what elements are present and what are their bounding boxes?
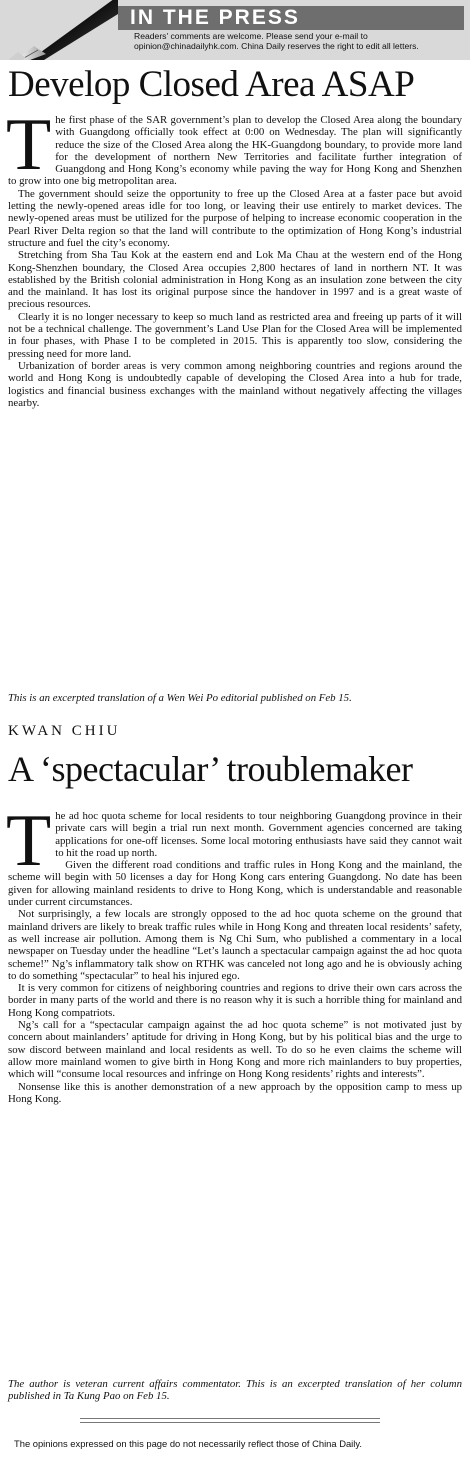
article1-paragraph: Stretching from Sha Tau Kok at the eastern end and Lok Ma Chau at the western end of the Hong Kong-Shenzhen boundary, the Closed Area occupies 2,800 hectares of land in northern NT. It was established by the British colonial administration in Hong Kong as an insulation zone between the city and the mainland. It has lost its original purpose since the handover in 1997 and is a great waste of precious resources. [8, 249, 462, 311]
article1-paragraph: The government should seize the opportunity to free up the Closed Area at a faster pace but avoid letting the newly-opened areas idle for too long, or leaving their use entirely to market devices. The newly-opened areas must be utilized for the purpose of helping to increase economic cooperation in the Pearl River Delta region so that the land will contribute to the optimization of Hong Kong’s industrial structure and fuel the city’s economy. [8, 187, 462, 249]
article1-paragraph: The first phase of the SAR government’s plan to develop the Closed Area along the boundary with Guangdong officially took effect at 0:00 on Wednesday. The plan will significantly reduce the size of the Closed Area along the HK-Guangdong boundary, to provide more land for the development of northern New Territories and facilitate further integration of Guangdong and Hong Kong’s economy while paving the way for Hong Kong and Shenzhen to grow into one big metropolitan area. [6, 104, 462, 188]
article2-credit: The author is veteran current affairs commentator. This is an excerpted translation of her column published in Ta Kung Pao on Feb 15. [8, 1378, 462, 1403]
article2-headline: A ‘spectacular’ troublemaker [8, 749, 413, 789]
article1-paragraph: Urbanization of border areas is very common among neighboring countries and regions around the world and Hong Kong is undoubtedly capable of developing the Closed Area into a hub for trade, logistics and financial business exchanges with the mainland without negatively affecting the villages nearby. [8, 359, 462, 409]
in-the-press-banner [0, 0, 470, 60]
reader-notice: Readers' comments are welcome. Please send your e-mail to opinion@chinadailyhk.com. China Daily reserves the right to edit all letters. [134, 31, 419, 51]
article1-headline: Develop Closed Area ASAP [8, 64, 415, 105]
footer-rule-bottom [80, 1422, 380, 1423]
article2-paragraph: Nonsense like this is another demonstration of a new approach by the opposition camp to mess up Hong Kong. [8, 1080, 462, 1105]
footer-rule-top [80, 1418, 380, 1419]
article1-credit: This is an excerpted translation of a Wen Wei Po editorial published on Feb 15. [8, 692, 352, 704]
article1-body [6, 104, 462, 409]
article1-dropcap: T [6, 104, 52, 186]
footer-disclaimer: The opinions expressed on this page do not necessarily reflect those of China Daily. [14, 1438, 362, 1449]
article2-body [6, 800, 462, 1105]
article2-paragraph: It is very common for citizens of neighboring countries and regions to drive their own cars across the border in many parts of the world and there is no reason why it is such a horrible thing for mainland and Hong Kong compatriots. [8, 982, 462, 1019]
section-title: IN THE PRESS [130, 6, 300, 29]
article2-byline: KWAN CHIU [8, 723, 121, 739]
article2-paragraph: Ng’s call for a “spectacular campaign against the ad hoc quota scheme” is not motivated just by concern about mainlanders’ aptitude for driving in Hong Kong, but by his political bias and the urge to sow discord between mainland and local residents as well. To do so he even claims the scheme will allow more mainland women to give birth in Hong Kong and more rich mainlanders to buy properties, which will “consume local resources and infringe on Hong Kong residents’ rights and interests”. [8, 1019, 462, 1081]
article2-paragraph: Not surprisingly, a few locals are strongly opposed to the ad hoc quota scheme on the ground that mainland drivers are likely to break traffic rules while in Hong Kong and threaten local residents’ safety, as well increase air pollution. Among them is Ng Chi Sum, who published a commentary in a local newspaper on Tuesday under the headline “Let’s launch a spectacular campaign against the ad hoc quota scheme!” Ng’s inflammatory talk show on RTHK was canceled not long ago and he is obviously aching to do something “spectacular” to heal his injured ego. [8, 908, 462, 982]
article2-paragraph: Given the different road conditions and traffic rules in Hong Kong and the mainland, the scheme will begin with 50 licenses a day for Hong Kong cars entering Guangdong. No date has been given for allowing mainland residents to drive to Hong Kong, which is understandable and reasonable under current circumstances. [8, 859, 462, 909]
fountain-pen-icon [0, 0, 118, 60]
article1-paragraph: Clearly it is no longer necessary to keep so much land as restricted area and freeing up parts of it will not be a technical challenge. The government’s Land Use Plan for the Closed Area will be implemented in four phases, with Phase I to be completed in 2015. This is apparently too slow, considering the pressing need for more land. [8, 310, 462, 360]
article2-dropcap: T [6, 800, 52, 882]
article2-paragraph: The ad hoc quota scheme for local residents to tour neighboring Guangdong province in their private cars will begin a trial run next month. Government agencies concerned are taking applications for one-off licenses. Some local motoring enthusiasts have said they cannot wait to hit the road up north. [6, 800, 462, 882]
